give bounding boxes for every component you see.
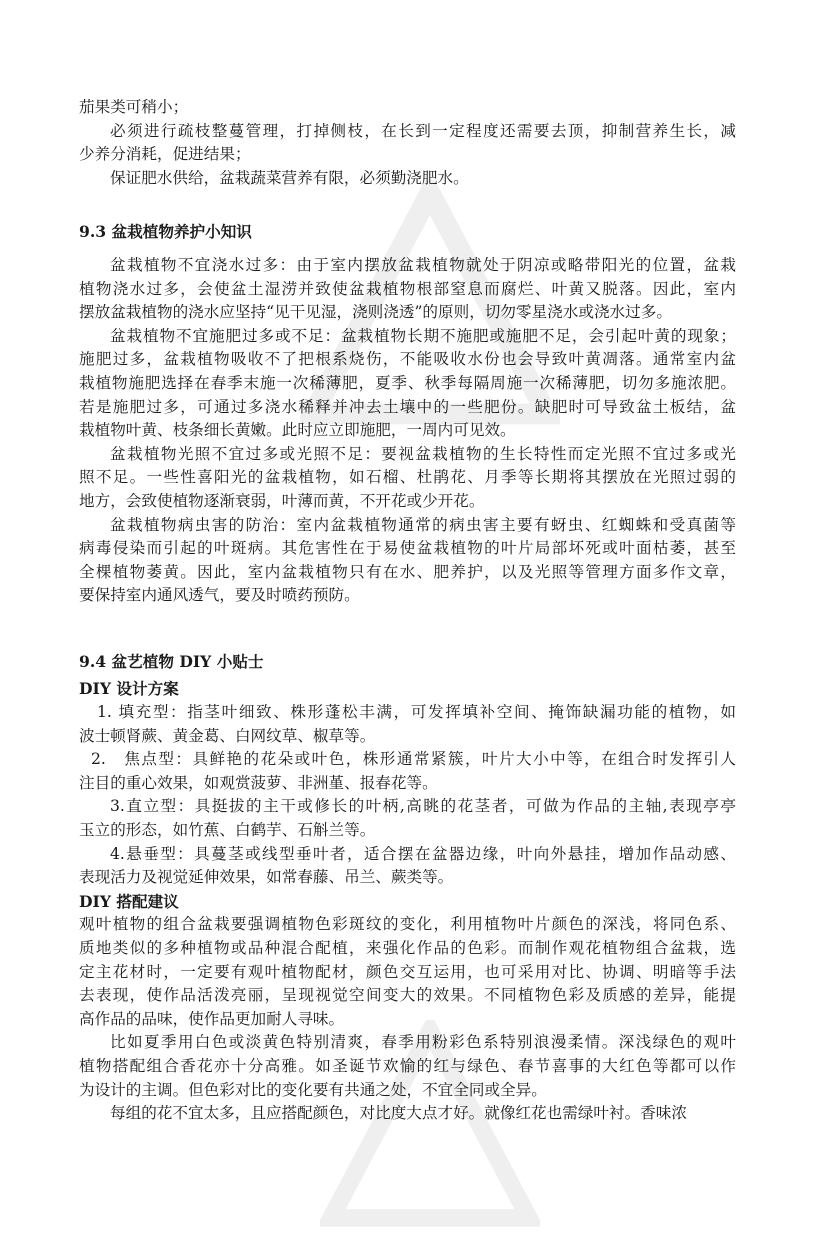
paragraph-first-line: 盆栽植物不宜浇水过多：由于室内摆放盆栽植物就处于阴凉或略带阳光的位置，盆栽 [110,255,736,274]
match-paragraphs [79,913,736,1125]
design-items-list [79,701,736,890]
text-line: 病毒侵染而引起的叶斑病。其危害性在于易使盆栽植物的叶片局部坏死或叶面枯萎，甚至 [79,539,736,558]
text-line: 全棵植物萎黄。因此，室内盆栽植物只有在水、肥养护，以及光照等管理方面多作文章， [79,562,736,581]
paragraph-first-line: 盆栽植物不宜施肥过多或不足：盆栽植物长期不施肥或施肥不足，会引起叶黄的现象； [110,326,736,345]
text-line: 施肥过多，盆栽植物吸收不了把根系烧伤，不能吸收水份也会导致叶黄凋落。通常室内盆 [79,350,736,369]
text-line: 植物浇水过多，会使盆土湿涝并致使盆栽植物根部窒息而腐烂、叶黄又脱落。因此，室内 [79,279,736,298]
subheading-diy-design: DIY 设计方案 [79,679,179,699]
text-line: 照不足。一些性喜阳光的盆栽植物，如石榴、杜鹃花、月季等长期将其摆放在光照过弱的 [79,468,736,487]
text-line: 去表现，使作品活泼亮丽，呈现视觉空间变大的效果。不同植物色彩及质感的差异，能提 [79,986,736,1005]
paragraph-first-line: 2. 焦点型：具鲜艳的花朵或叶色，株形通常紧簇，叶片大小中等，在组合时发挥引人 [91,750,736,769]
paragraph-first-line: 每组的花不宜太多，且应搭配颜色，对比度大点才好。就像红花也需绿叶衬。香味浓 [110,1104,687,1123]
text-line: 为设计的主调。但色彩对比的变化要有共通之处，不宜全同或全异。 [79,1080,547,1099]
subheading-diy-match: DIY 搭配建议 [79,891,179,911]
text-line: 定主花材时，一定要有观叶植物配材，颜色交互运用，也可采用对比、协调、明暗等手法 [79,962,736,981]
text-line: 栽植物施肥选择在春季末施一次稀薄肥，夏季、秋季每隔周施一次稀薄肥，切勿多施浓肥。 [79,373,736,392]
section-9-3-body [79,254,736,608]
paragraph-first-line: 观叶植物的组合盆栽要强调植物色彩斑纹的变化，利用植物叶片颜色的深浅，将同色系、 [79,915,736,934]
text-line: 保证肥水供给，盆栽蔬菜营养有限，必须勤浇肥水。 [110,168,469,187]
document-page [79,96,736,1126]
section-heading-9-3: 9.3 盆栽植物养护小知识 [79,222,252,242]
paragraph-first-line: 1. 填充型：指茎叶细致、株形蓬松丰满，可发挥填补空间、掩饰缺漏功能的植物，如 [97,703,736,722]
text-line: 地方，会致使植物逐渐衰弱，叶薄而黄，不开花或少开花。 [79,491,485,510]
text-line: 栽植物叶黄、枝条细长黄嫩。此时应立即施肥，一周内可见效。 [79,421,516,440]
text-line: 玉立的形态，如竹蕉、白鹤芋、石斛兰等。 [79,821,376,840]
paragraph-first-line: 3.直立型：具挺拔的主干或修长的叶柄,高眺的花茎者，可做为作品的主轴,表现亭亭 [110,797,736,816]
text-line: 波士顿肾蕨、黄金葛、白网纹草、椒草等。 [79,726,376,745]
paragraph-first-line: 比如夏季用白色或淡黄色特别清爽，春季用粉彩色系特别浪漫柔情。深浅绿色的观叶 [110,1033,736,1052]
paragraph-first-line: 盆栽植物病虫害的防治：室内盆栽植物通常的病虫害主要有蚜虫、红蜘蛛和受真菌等 [110,515,736,534]
text-line: 若是施肥过多，可通过多浇水稀释并冲去土壤中的一些肥份。缺肥时可导致盆土板结，盆 [79,397,736,416]
text-line: 必须进行疏枝整蔓管理，打掉侧枝，在长到一定程度还需要去顶，抑制营养生长，减 [110,121,736,140]
paragraph-first-line: 4.悬垂型：具蔓茎或线型垂叶者，适合摆在盆器边缘，叶向外悬挂，增加作品动感、 [110,844,736,863]
text-line: 茄果类可稍小； [79,98,189,116]
text-line: 少养分消耗，促进结果； [79,145,251,164]
text-line: 摆放盆栽植物的浇水应坚持“见干见湿，浇则浇透”的原则，切勿零星浇水或浇水过多。 [79,303,672,322]
paragraph-first-line: 盆栽植物光照不宜过多或光照不足：要视盆栽植物的生长特性而定光照不宜过多或光 [110,444,736,463]
text-line: 表现活力及视觉延伸效果，如常春藤、吊兰、蕨类等。 [79,868,454,887]
section-heading-9-4: 9.4 盆艺植物 DIY 小贴士 [79,651,264,671]
text-line: 质地类似的多种植物或品种混合配植，来强化作品的色彩。而制作观花植物组合盆栽，选 [79,939,736,957]
text-line: 注目的重心效果，如观赏菠萝、非洲堇、报春花等。 [79,773,438,792]
text-line: 高作品的品味，使作品更加耐人寻味。 [79,1009,345,1028]
text-line: 植物搭配组合香花亦十分高雅。如圣诞节欢愉的红与绿色、春节喜事的大红色等都可以作 [79,1056,736,1075]
text-line: 要保持室内通风透气，要及时喷药预防。 [79,586,360,605]
